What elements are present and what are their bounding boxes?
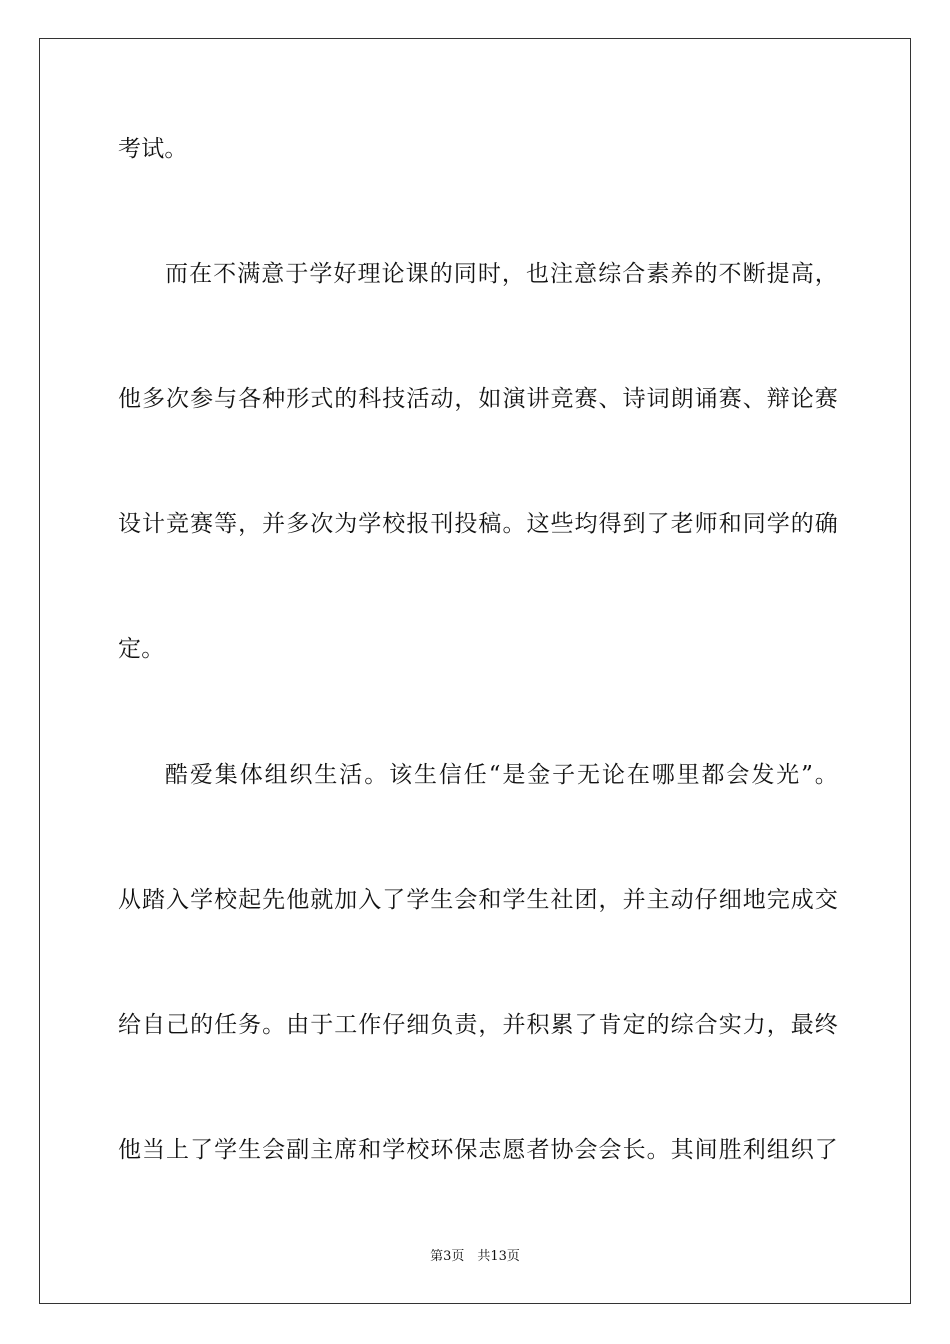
text-line-2: 而在不满意于学好理论课的同时，也注意综合素养的不断提高， bbox=[165, 261, 838, 287]
text-line-9: 他当上了学生会副主席和学校环保志愿者协会会长。其间胜利组织了 bbox=[118, 1137, 838, 1163]
page-border bbox=[39, 38, 911, 1304]
text-line-3: 他多次参与各种形式的科技活动，如演讲竞赛、诗词朗诵赛、辩论赛 bbox=[118, 386, 838, 412]
text-line-5: 定。 bbox=[118, 636, 165, 662]
text-line-1: 考试。 bbox=[118, 136, 188, 162]
text-line-4: 设计竞赛等，并多次为学校报刊投稿。这些均得到了老师和同学的确 bbox=[118, 511, 838, 537]
page-number-footer: 第3页 共13页 bbox=[430, 1249, 520, 1264]
text-line-6: 酷爱集体组织生活。该生信任“是金子无论在哪里都会发光”。 bbox=[165, 762, 838, 788]
text-line-7: 从踏入学校起先他就加入了学生会和学生社团，并主动仔细地完成交 bbox=[118, 887, 838, 913]
text-line-8: 给自己的任务。由于工作仔细负责，并积累了肯定的综合实力，最终 bbox=[118, 1012, 838, 1038]
